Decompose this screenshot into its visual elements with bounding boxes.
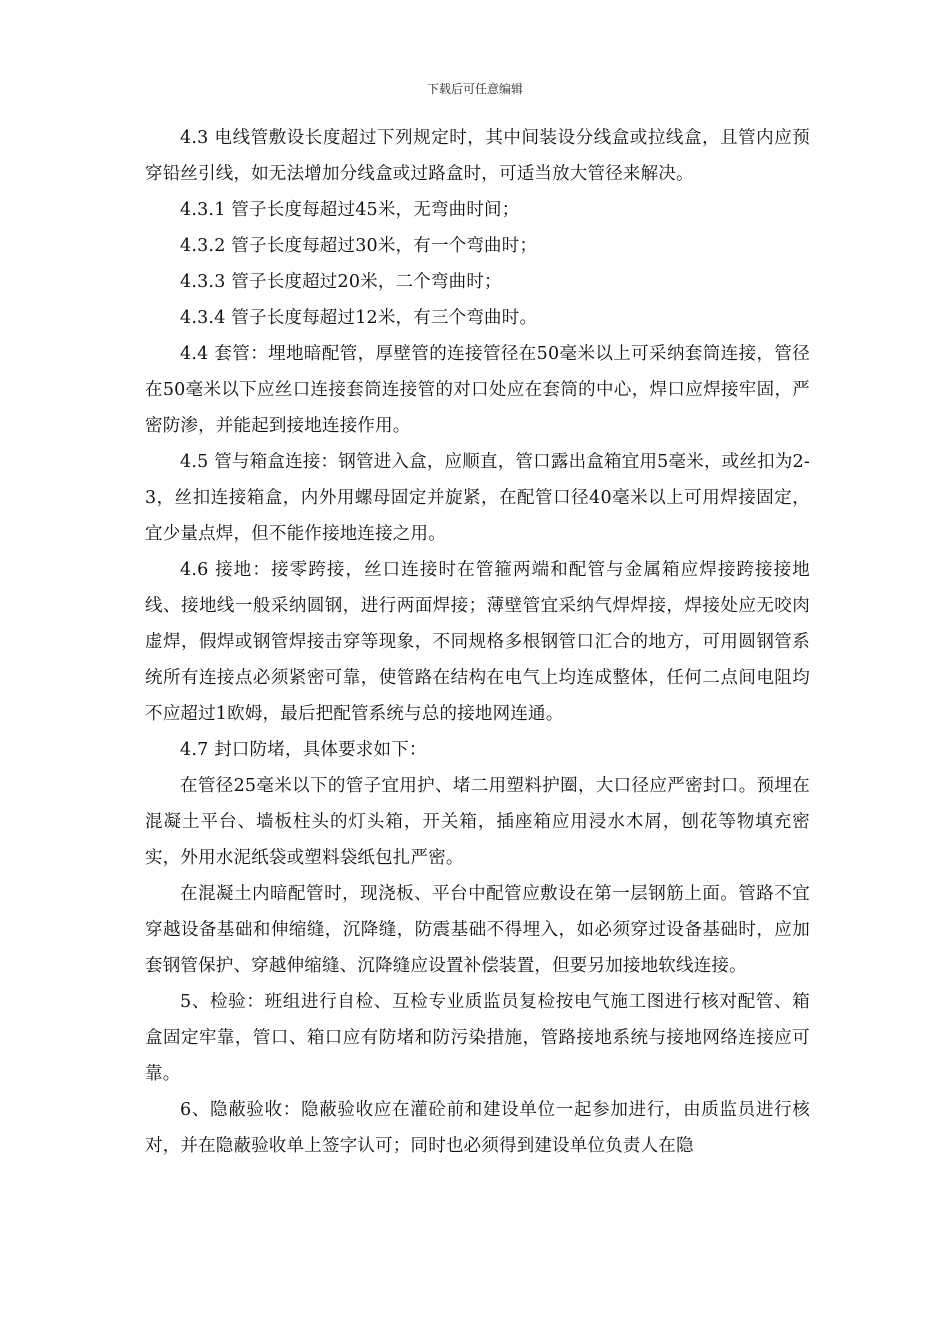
paragraph-6-acceptance: 6、隐蔽验收：隐蔽验收应在灌砼前和建设单位一起参加进行，由质监员进行核对，并在隐蔽验收单上签字认可；同时也必须得到建设单位负责人在隐 (145, 1100, 810, 1156)
paragraph-4-4: 4.4 套管：埋地暗配管，厚壁管的连接管径在50毫米以上可采纳套筒连接，管径在50毫米以下应丝口连接套筒连接管的对口处应在套筒的中心，焊口应焊接牢固，严密防渗，并能起到接地连接作用。 (145, 344, 810, 436)
paragraph-4-3-4: 4.3.4 管子长度每超过12米，有三个弯曲时。 (180, 308, 538, 328)
paragraph-4-7: 4.7 封口防堵，具体要求如下： (180, 740, 427, 760)
document-body (145, 120, 810, 1164)
paragraph-sealing: 在管径25毫米以下的管子宜用护、堵二用塑料护圈，大口径应严密封口。预埋在混凝土平台、墙板柱头的灯头箱，开关箱，插座箱应用浸水木屑，刨花等物填充密实，外用水泥纸袋或塑料袋纸包扎严密。 (145, 776, 810, 868)
paragraph-4-3-3: 4.3.3 管子长度超过20米，二个弯曲时； (180, 272, 502, 292)
paragraph-4-5: 4.5 管与箱盒连接：钢管进入盒，应顺直，管口露出盒箱宜用5毫米，或丝扣为2-3，丝扣连接箱盒，内外用螺母固定并旋紧，在配管口径40毫米以上可用焊接固定，宜少量点焊，但不能作接地连接之用。 (145, 452, 810, 544)
paragraph-4-3: 4.3 电线管敷设长度超过下列规定时，其中间装设分线盒或拉线盒，且管内应预穿铅丝引线，如无法增加分线盒或过路盒时，可适当放大管径来解决。 (145, 128, 810, 184)
paragraph-4-3-2: 4.3.2 管子长度每超过30米，有一个弯曲时； (180, 236, 538, 256)
paragraph-4-3-1: 4.3.1 管子长度每超过45米，无弯曲时间； (180, 200, 520, 220)
page-header: 下载后可任意编辑 (426, 82, 523, 96)
paragraph-concealed-conduit: 在混凝土内暗配管时，现浇板、平台中配管应敷设在第一层钢筋上面。管路不宜穿越设备基础和伸缩缝，沉降缝，防震基础不得埋入，如必须穿过设备基础时，应加套钢管保护、穿越伸缩缝、沉降缝应设置补偿装置，但要另加接地软线连接。 (145, 884, 810, 976)
paragraph-4-6: 4.6 接地：接零跨接，丝口连接时在管箍两端和配管与金属箱应焊接跨接接地线、接地线一般采纳圆钢，进行两面焊接；薄壁管宜采纳气焊焊接，焊接处应无咬肉虚焊，假焊或钢管焊接击穿等现象，不同规格多根钢管口汇合的地方，可用圆钢管系统所有连接点必须紧密可靠，使管路在结构在电气上均连成整体，任何二点间电阻均不应超过1欧姆，最后把配管系统与总的接地网连通。 (145, 560, 810, 724)
paragraph-5-inspection: 5、检验：班组进行自检、互检专业质监员复检按电气施工图进行核对配管、箱盒固定牢靠，管口、箱口应有防堵和防污染措施，管路接地系统与接地网络连接应可靠。 (145, 992, 810, 1084)
